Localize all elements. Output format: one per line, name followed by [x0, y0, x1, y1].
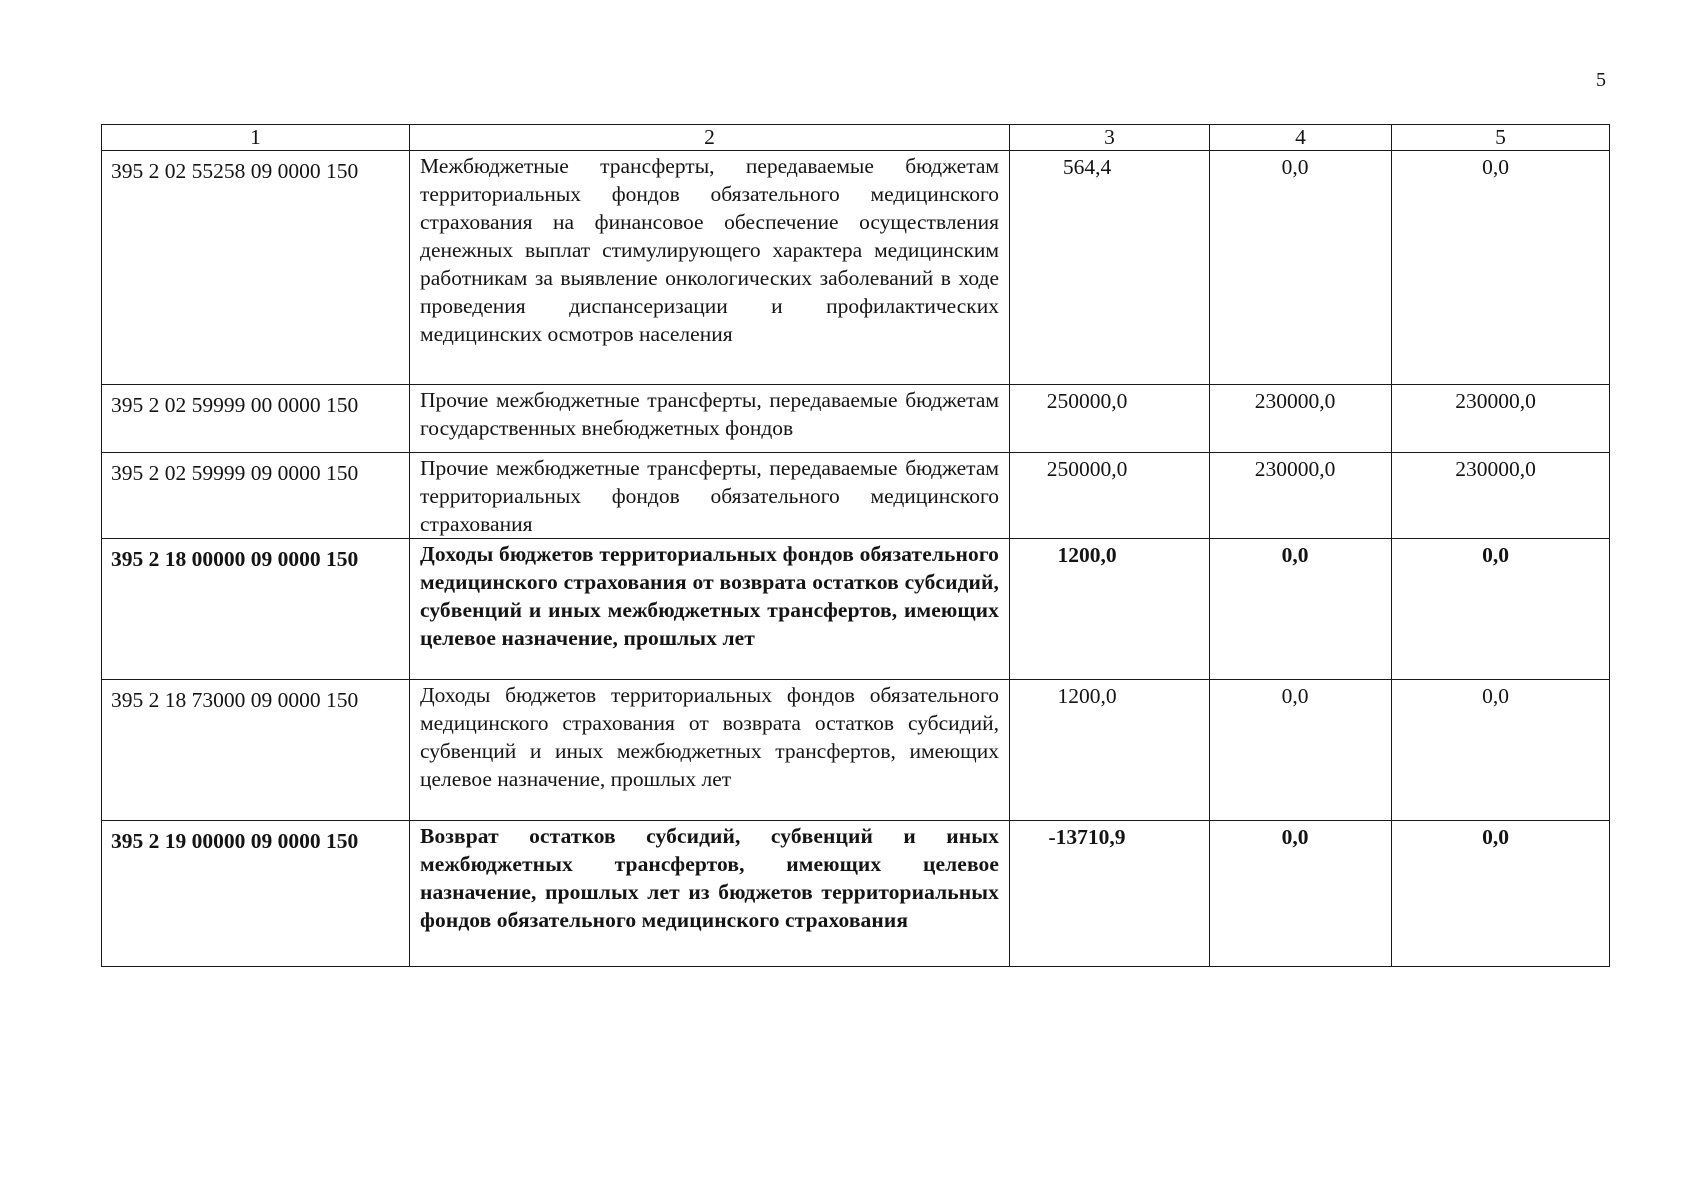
budget-code: 395 2 02 59999 00 0000 150 — [102, 385, 410, 453]
value-col4: 0,0 — [1210, 151, 1392, 385]
value-col4: 0,0 — [1210, 680, 1392, 821]
budget-code: 395 2 02 59999 09 0000 150 — [102, 453, 410, 539]
table-row — [102, 821, 1610, 967]
value-col3: 564,4 — [1010, 151, 1210, 385]
value-col3: 1200,0 — [1010, 680, 1210, 821]
value-col4: 230000,0 — [1210, 453, 1392, 539]
row-description: Межбюджетные трансферты, передаваемые бюджетам территориальных фондов обязательного медицинского страхования на финансовое обеспечение осуществления денежных выплат стимулирующего характера медицинским работникам за выявление онкологических заболеваний в ходе проведения диспансеризации и профилактических медицинских осмотров населения — [410, 151, 1010, 385]
value-col3: 250000,0 — [1010, 385, 1210, 453]
value-col4: 0,0 — [1210, 539, 1392, 680]
table-row — [102, 385, 1610, 453]
page-number: 5 — [1596, 69, 1606, 91]
value-col4: 230000,0 — [1210, 385, 1392, 453]
table-row — [102, 151, 1610, 385]
table-row — [102, 539, 1610, 680]
row-description: Доходы бюджетов территориальных фондов обязательного медицинского страхования от возврата остатков субсидий, субвенций и иных межбюджетных трансфертов, имеющих целевое назначение, прошлых лет — [410, 539, 1010, 680]
table-row — [102, 680, 1610, 821]
value-col3: 1200,0 — [1010, 539, 1210, 680]
budget-table — [101, 124, 1610, 967]
budget-code: 395 2 19 00000 09 0000 150 — [102, 821, 410, 967]
value-col3: 250000,0 — [1010, 453, 1210, 539]
budget-code: 395 2 18 00000 09 0000 150 — [102, 539, 410, 680]
row-description: Прочие межбюджетные трансферты, передаваемые бюджетам территориальных фондов обязательного медицинского страхования — [410, 453, 1010, 539]
column-header: 4 — [1210, 125, 1392, 151]
row-description: Возврат остатков субсидий, субвенций и иных межбюджетных трансфертов, имеющих целевое назначение, прошлых лет из бюджетов территориальных фондов обязательного медицинского страхования — [410, 821, 1010, 967]
column-header: 3 — [1010, 125, 1210, 151]
table-header-row — [102, 125, 1610, 151]
table-row — [102, 453, 1610, 539]
column-header: 1 — [102, 125, 410, 151]
value-col4: 0,0 — [1210, 821, 1392, 967]
value-col5: 0,0 — [1392, 680, 1610, 821]
value-col5: 0,0 — [1392, 821, 1610, 967]
value-col5: 0,0 — [1392, 151, 1610, 385]
value-col5: 230000,0 — [1392, 453, 1610, 539]
budget-code: 395 2 18 73000 09 0000 150 — [102, 680, 410, 821]
value-col5: 0,0 — [1392, 539, 1610, 680]
budget-code: 395 2 02 55258 09 0000 150 — [102, 151, 410, 385]
value-col3: -13710,9 — [1010, 821, 1210, 967]
row-description: Прочие межбюджетные трансферты, передаваемые бюджетам государственных внебюджетных фондов — [410, 385, 1010, 453]
value-col5: 230000,0 — [1392, 385, 1610, 453]
column-header: 2 — [410, 125, 1010, 151]
column-header: 5 — [1392, 125, 1610, 151]
row-description: Доходы бюджетов территориальных фондов обязательного медицинского страхования от возврата остатков субсидий, субвенций и иных межбюджетных трансфертов, имеющих целевое назначение, прошлых лет — [410, 680, 1010, 821]
